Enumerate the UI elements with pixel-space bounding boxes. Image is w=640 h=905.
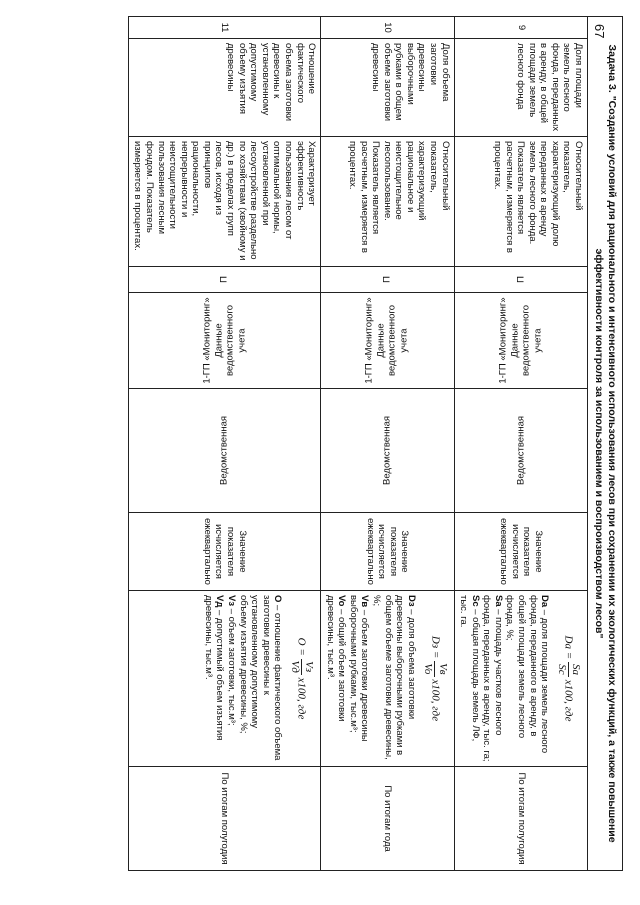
indicator-type xyxy=(321,267,454,293)
formula-tail: , где xyxy=(295,698,308,720)
formula-definition xyxy=(347,595,370,762)
reporting-level-text: Ведомственная xyxy=(515,415,526,485)
formula-tail: , где xyxy=(429,700,442,722)
indicator-name xyxy=(128,39,320,137)
definition-symbol: О xyxy=(272,595,284,603)
definition-symbol: Vд xyxy=(214,595,226,608)
formula-denominator: Sc xyxy=(555,664,568,675)
indicator-type-text: П xyxy=(515,276,526,283)
formula-multiplier: x100 xyxy=(429,679,442,701)
formula: Dз = Vв Vo x100, где xyxy=(422,635,449,722)
formula-numerator: Vз xyxy=(301,659,315,675)
indicator-description-text: Относительный показатель, характеризующий рациональное и неистощительное лесопользование. Показатель является расчетным, измеряется в процентах. xyxy=(346,141,451,253)
indicator-name xyxy=(321,39,454,137)
indicator-type xyxy=(128,267,320,293)
indicator-description-text: Характеризует эффективность пользования лесом от оптимальной нормы, установленной при лесоустройстве раздельно по хозяйствам (хвойному и др.) в пределах групп лесов, исходя из принципов рациональности, непрерывности и неистощительности пользования лесным фондом. Показатель измеряется в процентах. xyxy=(132,141,318,261)
table-body xyxy=(128,17,587,871)
reporting-period-text: По итогам года xyxy=(382,785,394,852)
table-row xyxy=(454,17,587,871)
reporting-level xyxy=(321,389,454,513)
indicator-table xyxy=(128,16,623,871)
row-number xyxy=(454,17,587,39)
formula-lhs: Da xyxy=(562,635,575,649)
calculation-note-text: Значение показателя исчисляется ежеквартально xyxy=(201,518,248,585)
calculation-formula xyxy=(454,591,587,767)
indicator-description xyxy=(321,137,454,267)
formula-fraction xyxy=(287,659,315,675)
definition-text: – общая площадь земель ЛФ, тыс. га. xyxy=(458,595,481,742)
formula-definition xyxy=(237,595,283,762)
indicator-type xyxy=(454,267,587,293)
page-number: 67 xyxy=(592,24,607,39)
indicator-type-text: П xyxy=(381,276,393,283)
formula-definition xyxy=(504,595,550,762)
formula-lhs: O xyxy=(295,637,308,646)
formula-denominator: Vo xyxy=(422,663,435,675)
data-source-text: 1-ГП «Мониторинг» Данные ведомственного учета xyxy=(497,297,544,384)
row-number-text: 9 xyxy=(515,24,527,31)
definition-text: – объем заготовки, тыс.м³; xyxy=(226,606,237,726)
data-source-text: 1-ГП «Мониторинг» Данные ведомственного учета xyxy=(201,297,248,384)
formula-definition xyxy=(225,595,237,762)
formula: Da = Sa Sc x100, где xyxy=(555,635,582,722)
reporting-level xyxy=(128,389,320,513)
table-row xyxy=(321,17,454,871)
formula-numerator: Sa xyxy=(568,662,582,677)
definition-symbol: Da xyxy=(539,595,551,608)
formula-definition xyxy=(458,595,481,762)
formula-fraction xyxy=(421,661,449,677)
formula-denominator: Vд xyxy=(288,660,301,673)
reporting-level-text: Ведомственная xyxy=(218,415,230,485)
indicator-name-text: Доля объема заготовки древесины выборочными рубками в общем объеме заготовки древесины xyxy=(370,43,451,122)
reporting-level-text: Ведомственная xyxy=(381,415,393,485)
row-number-text: 11 xyxy=(219,22,231,33)
data-source xyxy=(321,293,454,389)
formula-multiplier: x100 xyxy=(562,679,575,702)
indicator-name-text: Доля площади земель лесного фонда, переданных в аренду, в общей площади земель лесного фонда xyxy=(515,43,584,132)
data-source-text: 1-ГП «Мониторинг» Данные ведомственного учета xyxy=(364,297,410,384)
definition-text: – доля площади земель лесного фонда, переданного в аренду, в общей площади земель лесного фонда, %; xyxy=(504,595,551,754)
definition-text: – площадь участков лесного фонда, переданных в аренду, тыс. га; xyxy=(481,595,504,762)
definition-symbol: Sc xyxy=(469,595,481,607)
indicator-name-text: Отношение фактического объема заготовки древесины к установленному допустимому объему изъятия древесины xyxy=(225,43,318,122)
indicator-description-text: Относительный показатель, характеризующий долю переданных в аренду земель лесного фонда. Показатель является расчетным, измеряется в процентах. xyxy=(491,141,584,253)
indicator-description xyxy=(454,137,587,267)
definition-text: – отношение фактического объема заготовки древесины к установленному допустимому объему изъятия древесины, %; xyxy=(237,595,284,761)
definition-symbol: Vв xyxy=(359,595,371,608)
definition-text: – общий объем заготовки древесины, тыс.м³. xyxy=(324,595,348,722)
reporting-period-text: По итогам полугодия xyxy=(515,772,527,865)
definition-text: – допустимый объем изъятия древесины, тыс.м³. xyxy=(202,595,226,741)
reporting-period xyxy=(321,767,454,871)
definition-symbol: Vo xyxy=(336,595,348,607)
indicator-name xyxy=(454,39,587,137)
row-number xyxy=(321,17,454,39)
table-row xyxy=(128,17,320,871)
formula-numerator: Vв xyxy=(434,661,448,677)
task-title: Задача 3. "Создание условий для рационального и интенсивного использования лесов при сохранении их экологических функций, а также повышение эффективности контроля за использованием и воспроизводством лесов" xyxy=(588,17,623,871)
reporting-level xyxy=(454,389,587,513)
formula-multiplier: x100 xyxy=(295,677,308,699)
calculation-note-text: Значение показателя исчисляется ежеквартально xyxy=(498,518,544,585)
definition-symbol: Sa xyxy=(492,595,504,607)
formula-fraction xyxy=(554,662,582,677)
formula-definition xyxy=(202,595,225,762)
definition-text: – доля объема заготовки древесины выборочными рубками в общем объеме заготовки древесины, %; xyxy=(371,595,417,760)
indicator-type-text: П xyxy=(218,276,230,283)
calculation-note-text: Значение показателя исчисляется ежеквартально xyxy=(364,518,411,585)
definition-text: – объем заготовки древесины выборочными рубками, тыс.м³; xyxy=(347,595,371,742)
row-number xyxy=(128,17,320,39)
formula: O = Vз Vд x100, где xyxy=(288,637,316,720)
calculation-formula xyxy=(128,591,320,767)
calculation-formula xyxy=(321,591,454,767)
definition-symbol: Dз xyxy=(405,595,417,607)
calculation-note xyxy=(128,513,320,591)
data-source xyxy=(454,293,587,389)
rotated-table-container xyxy=(19,16,623,870)
formula-lhs: Dз xyxy=(429,635,442,649)
formula-definition xyxy=(370,595,416,762)
definition-symbol: Vз xyxy=(226,595,237,607)
calculation-note xyxy=(321,513,454,591)
indicator-description xyxy=(128,137,320,267)
formula-tail: , где xyxy=(562,701,575,722)
calculation-note xyxy=(454,513,587,591)
data-source xyxy=(128,293,320,389)
formula-definition xyxy=(481,595,504,762)
reporting-period xyxy=(128,767,320,871)
reporting-period xyxy=(454,767,587,871)
formula-definition xyxy=(324,595,347,762)
reporting-period-text: По итогам полугодия xyxy=(219,772,231,865)
row-number-text: 10 xyxy=(382,22,394,33)
